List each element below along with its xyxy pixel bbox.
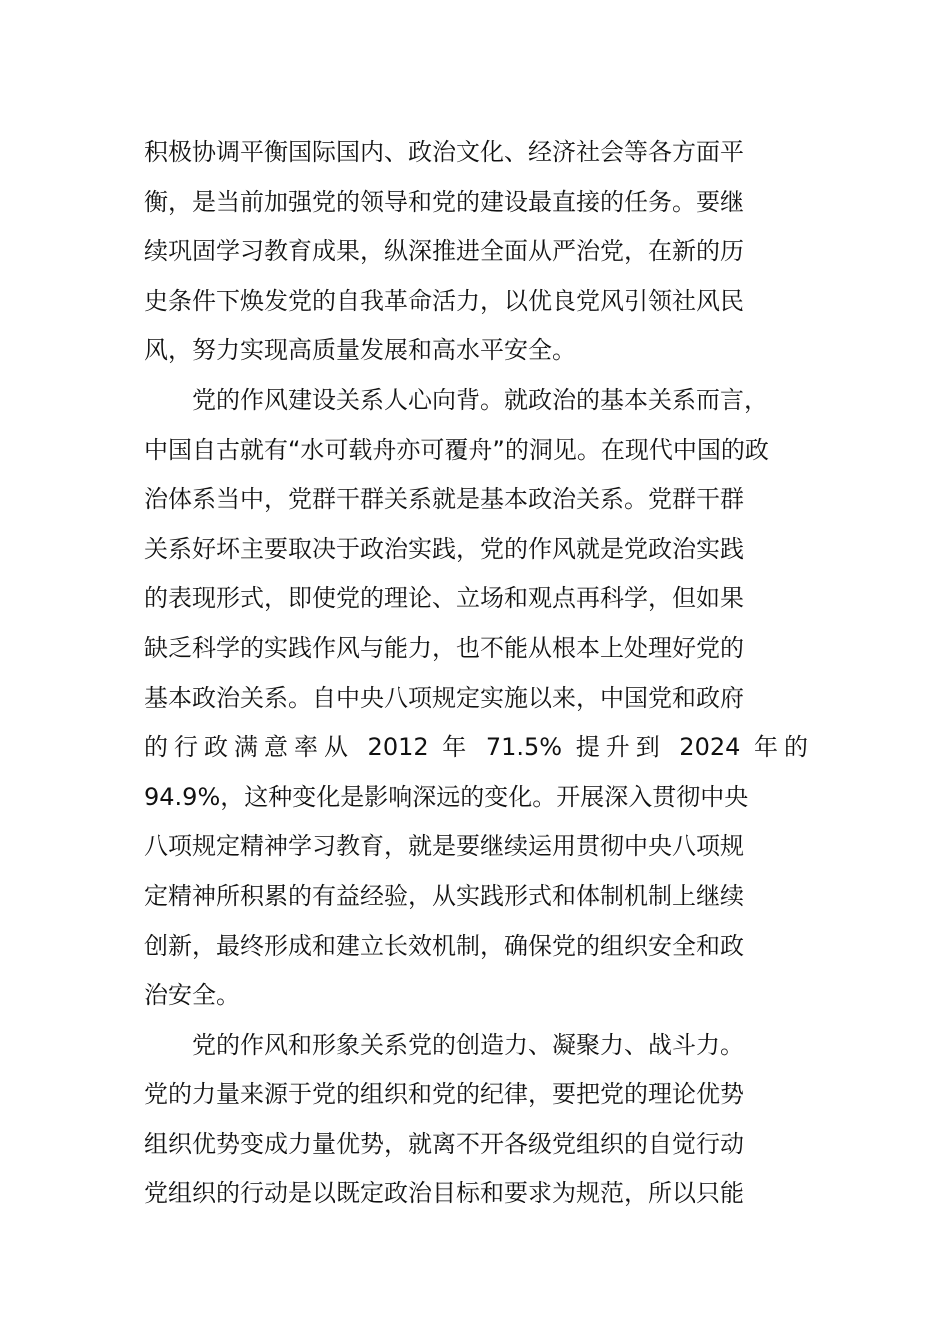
body-text [144, 128, 808, 1219]
text-line: 缺乏科学的实践作风与能力，也不能从根本上处理好党的 [144, 633, 744, 662]
text-line: 续巩固学习教育成果，纵深推进全面从严治党，在新的历 [144, 237, 744, 266]
text-line: 衡，是当前加强党的领导和党的建设最直接的任务。要继 [144, 187, 744, 216]
paragraph-first-line: 党的作风和形象关系党的创造力、凝聚力、战斗力。 [192, 1030, 744, 1059]
text-line: 治体系当中，党群干群关系就是基本政治关系。党群干群 [144, 485, 744, 514]
text-line: 党组织的行动是以既定政治目标和要求为规范，所以只能 [144, 1179, 744, 1208]
text-line: 创新，最终形成和建立长效机制，确保党的组织安全和政 [144, 931, 744, 960]
text-line: 的行政满意率从 2012 年 71.5% 提升到 2024 年的 [144, 733, 808, 762]
text-line: 风，努力实现高质量发展和高水平安全。 [144, 336, 576, 365]
text-line: 组织优势变成力量优势，就离不开各级党组织的自觉行动 [144, 1129, 744, 1158]
text-line: 94.9%，这种变化是影响深远的变化。开展深入贯彻中央 [144, 782, 749, 811]
text-line: 积极协调平衡国际国内、政治文化、经济社会等各方面平 [144, 138, 744, 166]
paragraph-first-line: 党的作风建设关系人心向背。就政治的基本关系而言， [192, 385, 768, 414]
text-line: 基本政治关系。自中央八项规定实施以来，中国党和政府 [144, 683, 744, 712]
text-line: 史条件下焕发党的自我革命活力，以优良党风引领社风民 [144, 286, 744, 315]
text-line: 治安全。 [144, 981, 240, 1010]
text-line: 党的力量来源于党的组织和党的纪律，要把党的理论优势 [144, 1080, 744, 1109]
text-line: 关系好坏主要取决于政治实践，党的作风就是党政治实践 [144, 534, 744, 563]
text-line: 中国自古就有“水可载舟亦可覆舟”的洞见。在现代中国的政 [144, 435, 769, 464]
text-line: 的表现形式，即使党的理论、立场和观点再科学，但如果 [144, 584, 744, 613]
text-line: 八项规定精神学习教育，就是要继续运用贯彻中央八项规 [144, 832, 744, 861]
text-line: 定精神所积累的有益经验，从实践形式和体制机制上继续 [144, 881, 744, 910]
